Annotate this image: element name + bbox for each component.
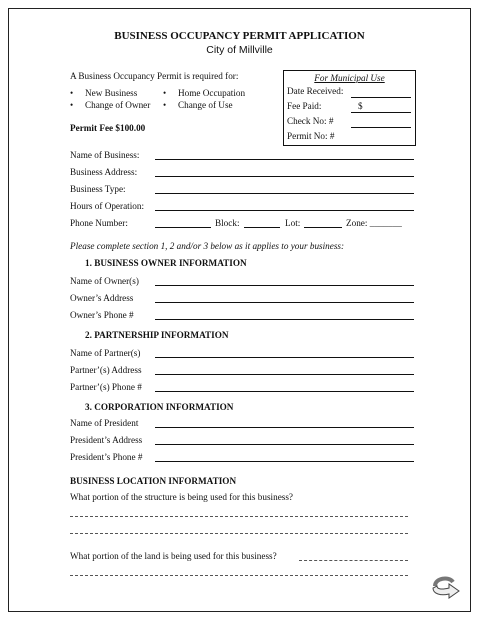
dollar-sign: $ <box>358 101 363 111</box>
form-title: BUSINESS OCCUPANCY PERMIT APPLICATION <box>114 30 365 42</box>
land-question: What portion of the land is being used for this business? <box>70 551 277 561</box>
owner-phone-field[interactable] <box>155 319 414 320</box>
permit-no-label: Permit No: # <box>287 131 335 141</box>
phone-number-field[interactable] <box>155 227 211 228</box>
lot-label: Lot: <box>285 218 301 228</box>
municipal-use-box <box>283 70 416 146</box>
president-phone-field[interactable] <box>155 461 414 462</box>
block-field[interactable] <box>244 227 280 228</box>
name-of-owner-field[interactable] <box>155 285 414 286</box>
permit-fee: Permit Fee $100.00 <box>70 123 146 133</box>
date-received-label: Date Received: <box>287 86 344 96</box>
owner-address-label: Owner’s Address <box>70 293 134 303</box>
business-type-label: Business Type: <box>70 184 126 194</box>
instruction-text: Please complete section 1, 2 and/or 3 below as it applies to your business: <box>70 241 345 251</box>
municipal-heading: For Municipal Use <box>314 73 385 83</box>
partner-phone-label: Partner’(s) Phone # <box>70 382 142 392</box>
land-answer-line[interactable] <box>70 575 408 576</box>
section-2-heading: 2. PARTNERSHIP INFORMATION <box>85 330 229 340</box>
bullet-change-of-owner: Change of Owner <box>85 100 151 110</box>
name-of-partner-field[interactable] <box>155 357 414 358</box>
phone-number-label: Phone Number: <box>70 218 128 228</box>
hours-of-operation-field[interactable] <box>155 210 414 211</box>
check-no-field[interactable] <box>351 127 411 128</box>
name-of-partner-label: Name of Partner(s) <box>70 348 141 358</box>
structure-question: What portion of the structure is being used for this business? <box>70 492 294 502</box>
bullet-icon: • <box>163 88 167 98</box>
business-type-field[interactable] <box>155 193 414 194</box>
bullet-icon: • <box>70 88 74 98</box>
form-subtitle: City of Millville <box>206 44 273 56</box>
president-phone-label: President’s Phone # <box>70 452 143 462</box>
owner-address-field[interactable] <box>155 302 414 303</box>
business-address-field[interactable] <box>155 176 414 177</box>
partner-phone-field[interactable] <box>155 391 414 392</box>
president-address-label: President’s Address <box>70 435 143 445</box>
fee-paid-field[interactable] <box>351 112 411 113</box>
name-of-business-label: Name of Business: <box>70 150 140 160</box>
name-of-president-field[interactable] <box>155 427 414 428</box>
bullet-icon: • <box>70 100 74 110</box>
intro-text: A Business Occupancy Permit is required for: <box>70 71 239 81</box>
location-heading: BUSINESS LOCATION INFORMATION <box>70 476 237 486</box>
owner-phone-label: Owner’s Phone # <box>70 310 134 320</box>
president-address-field[interactable] <box>155 444 414 445</box>
bullet-change-of-use: Change of Use <box>178 100 233 110</box>
structure-answer-line-1[interactable] <box>70 516 408 517</box>
block-label: Block: <box>215 218 240 228</box>
fee-paid-label: Fee Paid: <box>287 101 322 111</box>
business-address-label: Business Address: <box>70 167 138 177</box>
name-of-owner-label: Name of Owner(s) <box>70 276 139 286</box>
land-answer-inline[interactable] <box>299 560 408 561</box>
section-1-heading: 1. BUSINESS OWNER INFORMATION <box>85 258 247 268</box>
bullet-home-occupation: Home Occupation <box>178 88 246 98</box>
hours-of-operation-label: Hours of Operation: <box>70 201 144 211</box>
bullet-icon: • <box>163 100 167 110</box>
name-of-business-field[interactable] <box>155 159 414 160</box>
partner-address-label: Partner’(s) Address <box>70 365 142 375</box>
date-received-field[interactable] <box>351 97 411 98</box>
check-no-label: Check No: # <box>287 116 334 126</box>
name-of-president-label: Name of President <box>70 418 139 428</box>
bullet-new-business: New Business <box>85 88 138 98</box>
form-page <box>8 8 471 612</box>
zone-field[interactable]: Zone: _______ <box>346 218 402 228</box>
partner-address-field[interactable] <box>155 374 414 375</box>
lot-field[interactable] <box>304 227 342 228</box>
turn-page-arrow-icon[interactable] <box>429 572 463 600</box>
section-3-heading: 3. CORPORATION INFORMATION <box>85 402 234 412</box>
structure-answer-line-2[interactable] <box>70 533 408 534</box>
